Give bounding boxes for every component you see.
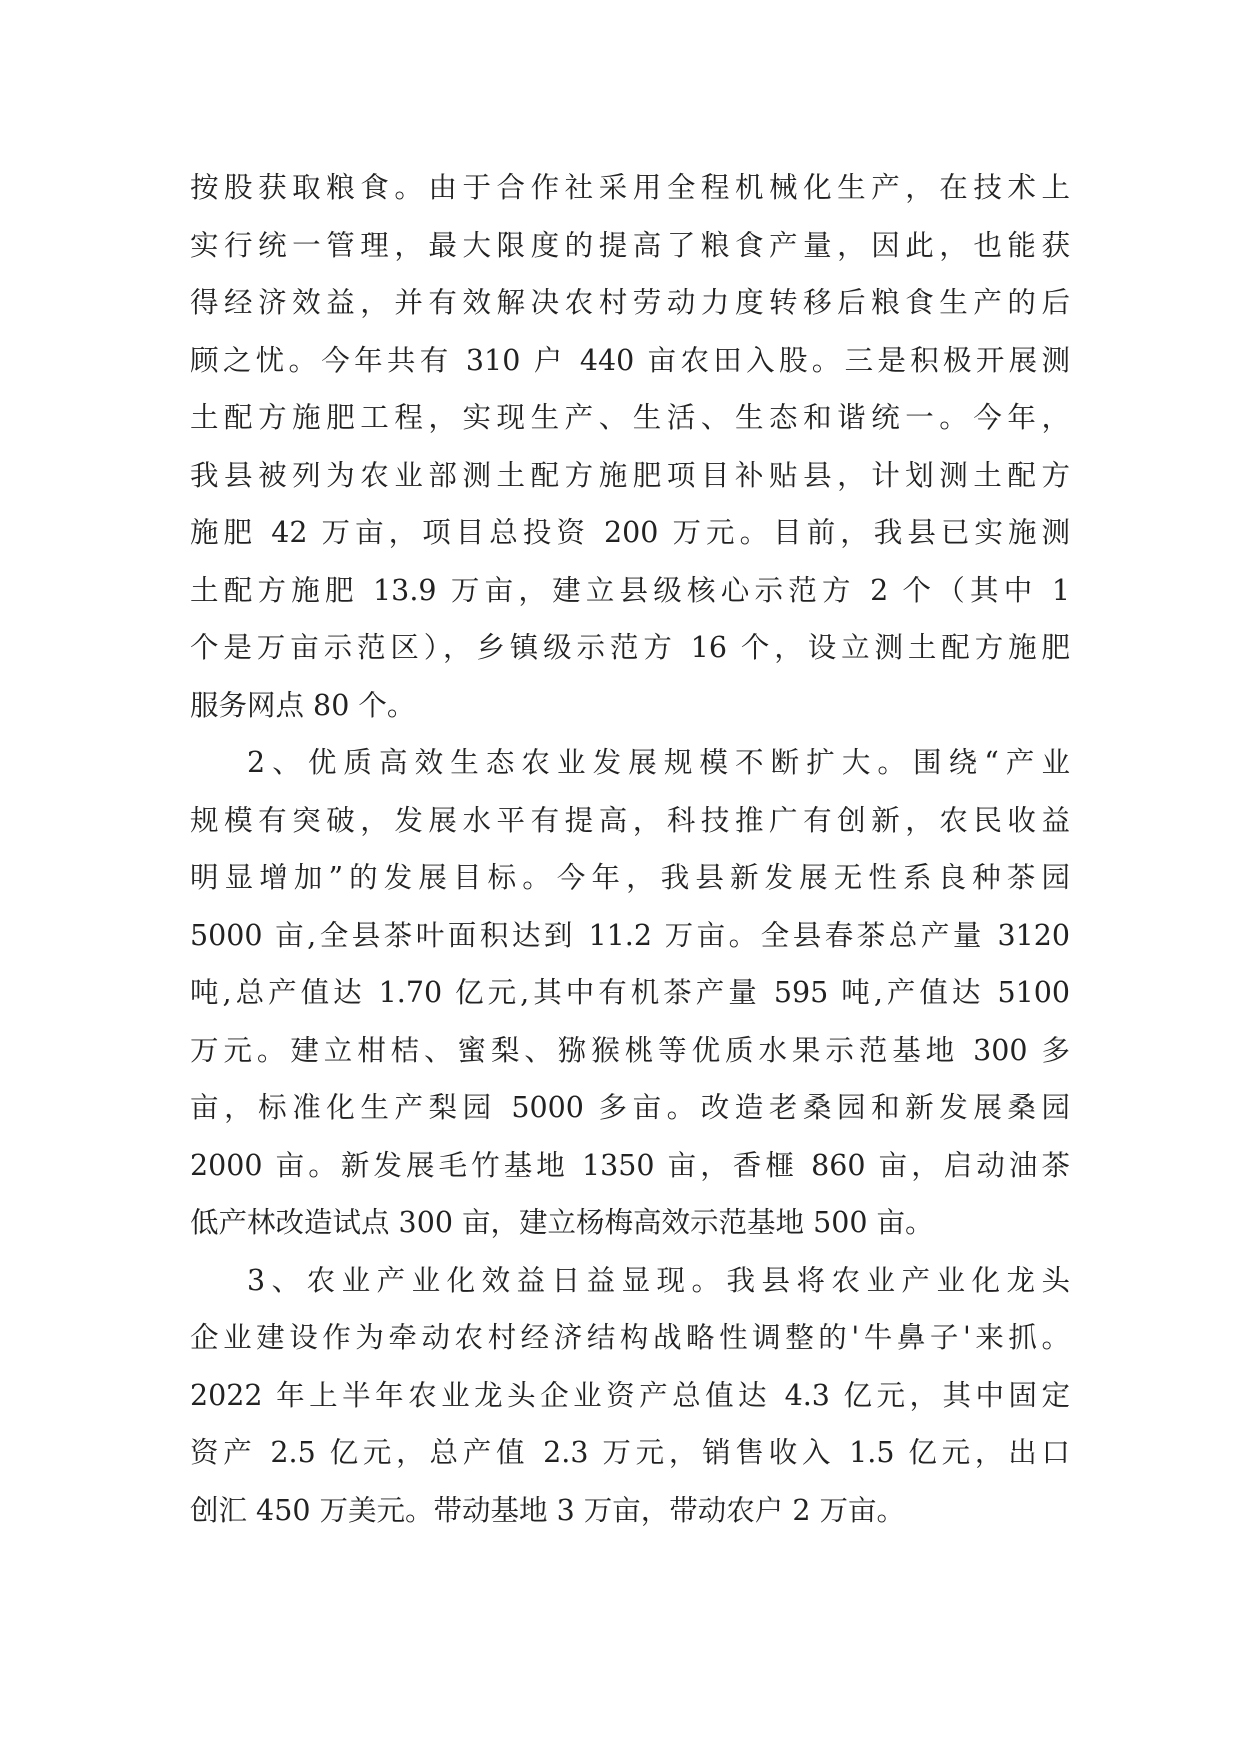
text-line: 亩，标准化生产梨园 5000 多亩。改造老桑园和新发展桑园 xyxy=(190,1091,1070,1124)
text-line: 服务网点 80 个。 xyxy=(190,688,416,722)
text-line: 按股获取粮食。由于合作社采用全程机械化生产，在技术上 xyxy=(190,171,1070,204)
document-body xyxy=(190,159,1070,1539)
text-line: 2000 亩。新发展毛竹基地 1350 亩，香榧 860 亩，启动油茶 xyxy=(190,1148,1070,1182)
text-line: 顾之忧。今年共有 310 户 440 亩农田入股。三是积极开展测 xyxy=(190,343,1070,377)
text-line: 明显增加”的发展目标。今年，我县新发展无性系良种茶园 xyxy=(190,861,1070,894)
text-line: 我县被列为农业部测土配方施肥项目补贴县，计划测土配方 xyxy=(190,458,1070,492)
text-line: 资产 2.5 亿元，总产值 2.3 万元，销售收入 1.5 亿元，出口 xyxy=(190,1436,1070,1469)
text-line: 企业建设作为牵动农村经济结构战略性调整的'牛鼻子'来抓。 xyxy=(190,1321,1070,1354)
text-line: 创汇 450 万美元。带动基地 3 万亩，带动农户 2 万亩。 xyxy=(190,1493,906,1527)
text-line: 2022 年上半年农业龙头企业资产总值达 4.3 亿元，其中固定 xyxy=(190,1378,1070,1412)
text-line: 低产林改造试点 300 亩，建立杨梅高效示范基地 500 亩。 xyxy=(190,1206,934,1239)
text-line: 个是万亩示范区），乡镇级示范方 16 个，设立测土配方施肥 xyxy=(190,631,1070,664)
text-line: 吨,总产值达 1.70 亿元,其中有机茶产量 595 吨,产值达 5100 xyxy=(190,976,1070,1009)
paragraph-first-line: 3、农业产业化效益日益显现。我县将农业产业化龙头 xyxy=(247,1263,1070,1297)
text-line: 5000 亩,全县茶叶面积达到 11.2 万亩。全县春茶总产量 3120 xyxy=(190,918,1070,952)
text-line: 规模有突破，发展水平有提高，科技推广有创新，农民收益 xyxy=(190,803,1070,837)
text-line: 实行统一管理，最大限度的提高了粮食产量，因此，也能获 xyxy=(190,228,1070,262)
text-line: 万元。建立柑桔、蜜梨、猕猴桃等优质水果示范基地 300 多 xyxy=(190,1033,1070,1067)
text-line: 土配方施肥 13.9 万亩，建立县级核心示范方 2 个（其中 1 xyxy=(190,573,1070,607)
text-line: 施肥 42 万亩，项目总投资 200 万元。目前，我县已实施测 xyxy=(190,516,1070,549)
text-line: 得经济效益，并有效解决农村劳动力度转移后粮食生产的后 xyxy=(190,286,1070,319)
text-line: 土配方施肥工程，实现生产、生活、生态和谐统一。今年， xyxy=(190,401,1070,434)
paragraph-first-line: 2、优质高效生态农业发展规模不断扩大。围绕“产业 xyxy=(247,746,1070,779)
